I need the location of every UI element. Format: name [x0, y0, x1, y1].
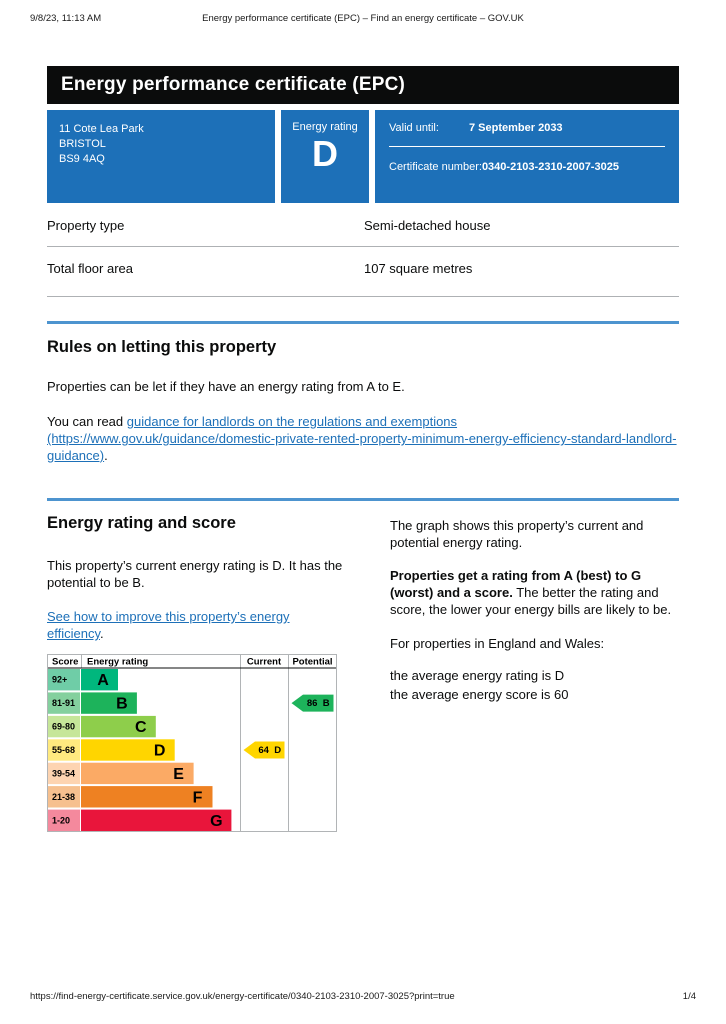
print-page-number: 1/4	[682, 991, 696, 1002]
list-item: the average energy rating is D	[390, 668, 565, 683]
certificate-number: 0340-2103-2310-2007-3025	[481, 161, 619, 173]
address-line-1: 11 Cote Lea Park	[59, 123, 144, 135]
valid-until-date: 7 September 2033	[469, 122, 563, 134]
svg-text:Potential: Potential	[292, 656, 333, 668]
svg-text:21-38: 21-38	[52, 791, 76, 802]
table-row	[47, 247, 679, 297]
energy-rating-chart	[47, 654, 337, 832]
svg-text:G: G	[210, 812, 223, 830]
fact-value: Semi-detached house	[364, 218, 491, 233]
svg-text:55-68: 55-68	[52, 745, 76, 755]
rating-heading: Energy rating and score	[47, 514, 236, 532]
rules-guidance-paragraph: You can read guidance for landlords on the regulations and exemptions (https://www.gov.uk/guidance/domestic-private-rented-property-minimum-energy-efficiency-standard-landlord-guidance).	[47, 414, 677, 463]
print-footer	[30, 991, 696, 1002]
print-footer-url: https://find-energy-certificate.service.gov.uk/energy-certificate/0340-2103-2310-2007-3025?print=true	[30, 991, 455, 1002]
energy-rating-value: D	[312, 133, 338, 174]
property-facts	[47, 203, 679, 297]
svg-text:39-54: 39-54	[52, 768, 76, 779]
england-wales-intro: For properties in England and Wales:	[390, 636, 605, 651]
print-page-title: Energy performance certificate (EPC) – Find an energy certificate – GOV.UK	[202, 13, 524, 24]
landlord-guidance-link[interactable]: guidance for landlords on the regulations and exemptions (https://www.gov.uk/guidance/domestic-private-rented-property-minimum-energy-efficiency-standard-landlord-guidance)	[47, 414, 677, 463]
svg-text:81-91: 81-91	[52, 698, 76, 709]
svg-text:F: F	[192, 789, 203, 807]
svg-text:D: D	[153, 742, 166, 760]
svg-text:C: C	[135, 719, 147, 737]
rules-heading: Rules on letting this property	[47, 338, 277, 356]
svg-text:86 B: 86 B	[306, 698, 330, 710]
property-address	[47, 110, 275, 203]
validity-panel	[375, 110, 679, 203]
rules-paragraph: Properties can be let if they have an energy rating from A to E.	[47, 379, 405, 394]
rating-right-column	[390, 514, 679, 832]
print-datetime: 9/8/23, 11:13 AM	[30, 13, 102, 24]
svg-text:A: A	[97, 672, 109, 690]
address-line-3: BS9 4AQ	[59, 153, 105, 165]
fact-label: Property type	[47, 218, 125, 233]
certificate-document	[47, 66, 679, 832]
svg-text:64 D: 64 D	[258, 745, 282, 756]
section-divider	[47, 498, 679, 501]
rating-left-column	[47, 514, 349, 832]
table-row	[47, 203, 679, 247]
rating-section	[47, 514, 679, 832]
potential-rating-arrow	[292, 695, 334, 712]
certificate-number-label: Certificate number:	[389, 161, 482, 173]
svg-text:Current: Current	[246, 656, 282, 668]
current-rating-paragraph: This property’s current energy rating is D. It has the potential to be B.	[47, 558, 343, 590]
energy-rating-label: Energy rating	[292, 121, 358, 133]
section-divider	[47, 321, 679, 324]
svg-text:1-20: 1-20	[52, 815, 71, 826]
divider	[389, 146, 665, 147]
improve-paragraph: See how to improve this property’s energy efficiency.	[47, 609, 290, 641]
svg-text:Score: Score	[52, 656, 79, 668]
address-line-2: BRISTOL	[59, 138, 106, 150]
graph-description: The graph shows this property’s current and potential energy rating.	[390, 518, 644, 550]
page-title: Energy performance certificate (EPC)	[47, 66, 679, 104]
fact-value: 107 square metres	[364, 261, 473, 276]
current-rating-arrow	[244, 742, 285, 759]
energy-rating-badge	[281, 110, 369, 203]
rating-explanation: Properties get a rating from A (best) to G (worst) and a score. The better the rating and score, the lower your energy bills are likely to be.	[390, 568, 672, 617]
svg-text:Energy rating: Energy rating	[87, 656, 149, 668]
svg-text:E: E	[173, 765, 184, 783]
valid-until-label: Valid until:	[389, 122, 439, 134]
svg-text:B: B	[116, 695, 128, 713]
averages-list	[390, 666, 679, 704]
certificate-summary-box	[47, 110, 679, 203]
svg-text:92+: 92+	[52, 674, 68, 685]
list-item: the average energy score is 60	[390, 687, 569, 702]
svg-text:69-80: 69-80	[52, 721, 76, 732]
improve-efficiency-link[interactable]: See how to improve this property’s energy efficiency	[47, 609, 290, 641]
fact-label: Total floor area	[47, 261, 133, 276]
